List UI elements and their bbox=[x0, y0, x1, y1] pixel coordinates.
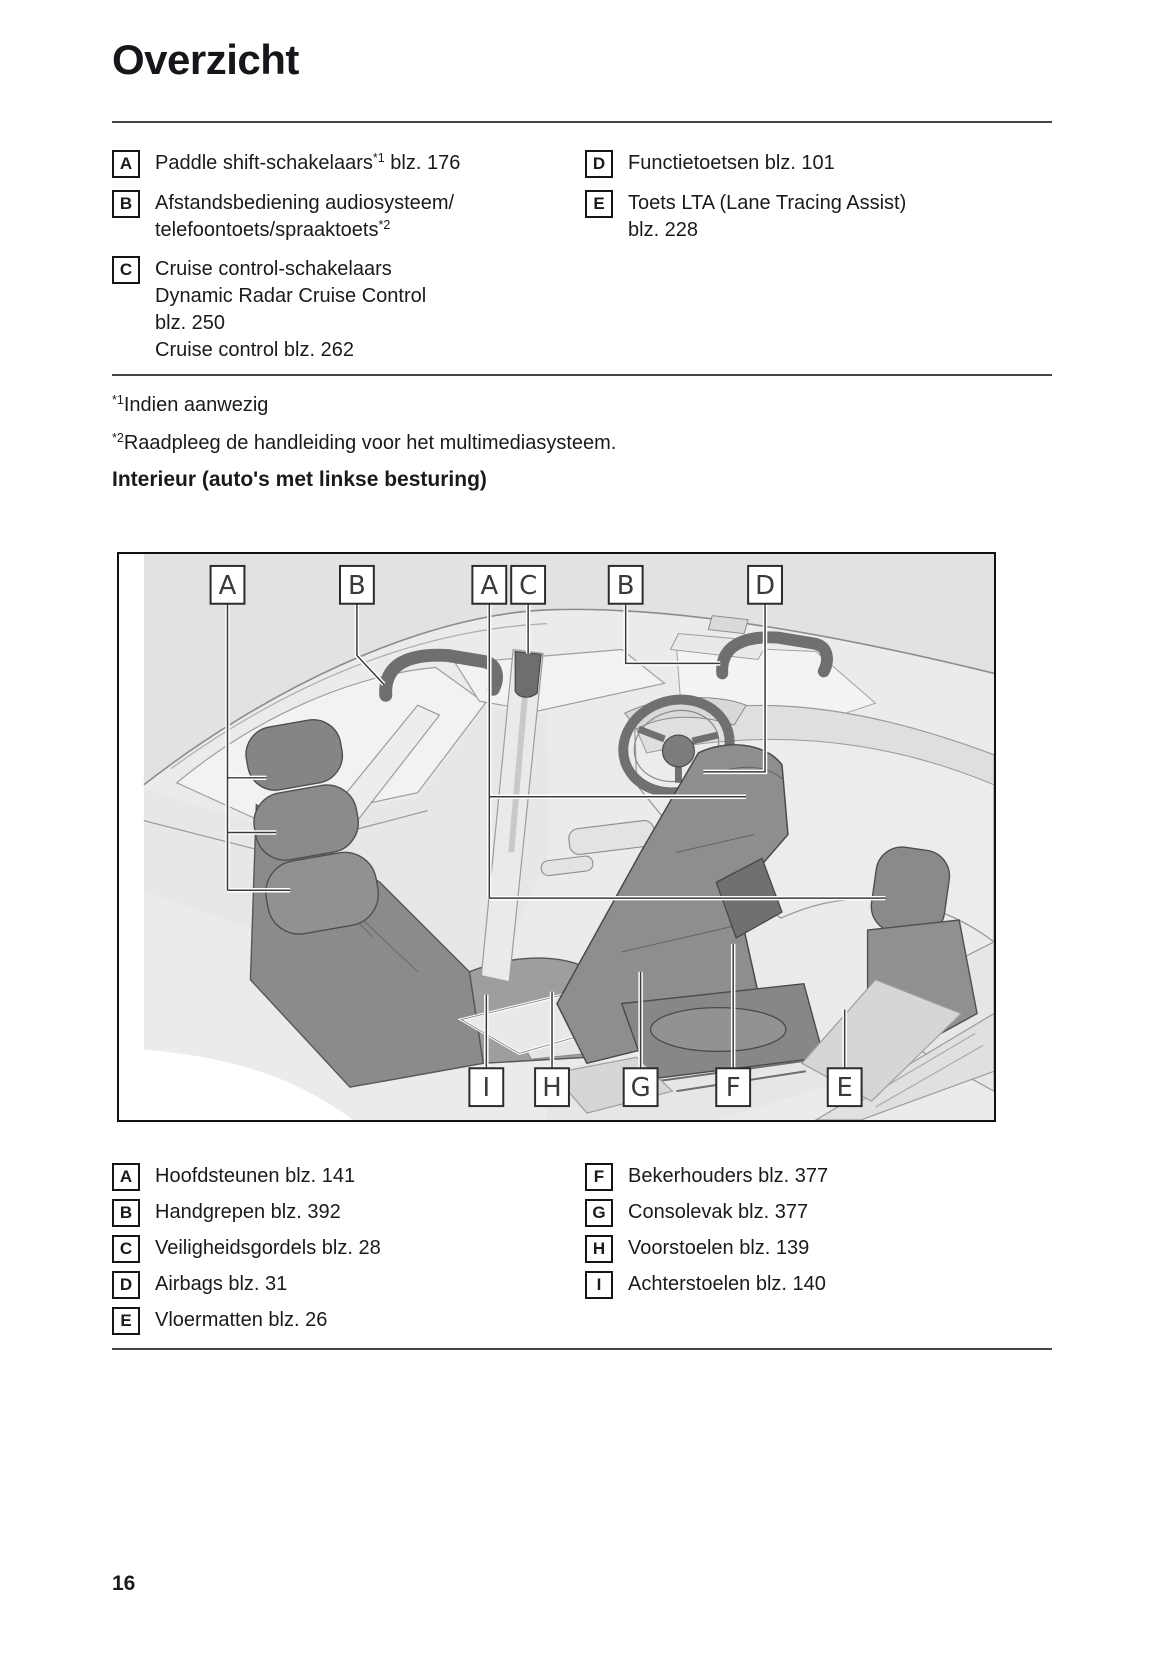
bottom-legend-left-column bbox=[112, 1163, 572, 1343]
legend-row-h bbox=[585, 1235, 1055, 1263]
callout-label: A bbox=[480, 570, 499, 601]
footnote-marker: *1 bbox=[372, 151, 385, 165]
callout-label: E bbox=[836, 1073, 853, 1104]
seatbelt-anchor bbox=[515, 651, 541, 697]
legend-text: Functietoetsen blz. 101 bbox=[628, 152, 835, 174]
callout-label: B bbox=[348, 570, 366, 601]
callout-label: A bbox=[218, 570, 237, 601]
footnote-marker: *2 bbox=[112, 431, 124, 445]
legend-key-box: D bbox=[112, 1271, 140, 1299]
top-legend-right-column bbox=[585, 150, 1055, 256]
separator-rule bbox=[112, 374, 1052, 376]
interior-figure bbox=[117, 552, 996, 1122]
legend-key-box: D bbox=[585, 150, 613, 178]
callout-label: G bbox=[630, 1073, 651, 1104]
legend-row-d bbox=[112, 1271, 572, 1299]
section-heading: Interieur (auto's met linkse besturing) bbox=[112, 468, 487, 491]
legend-row-b bbox=[112, 1199, 572, 1227]
legend-row-g bbox=[585, 1199, 1055, 1227]
legend-row-i bbox=[585, 1271, 1055, 1299]
legend-key-box: C bbox=[112, 1235, 140, 1263]
legend-key-box: E bbox=[585, 190, 613, 218]
footnote: $^{*1}$Indien aanwezig bbox=[112, 393, 269, 416]
legend-text: Handgrepen blz. 392 bbox=[155, 1201, 341, 1223]
page-title: Overzicht bbox=[112, 36, 299, 83]
seat-side-shield bbox=[651, 1008, 786, 1052]
legend-text: Cruise control-schakelaars Dynamic Radar Cruise Control blz. 250 Cruise control blz. 262 bbox=[155, 258, 427, 361]
legend-key-box: G bbox=[585, 1199, 613, 1227]
bottom-legend-right-column bbox=[585, 1163, 1055, 1307]
page-number: 16 bbox=[112, 1572, 136, 1595]
legend-key-box: B bbox=[112, 190, 140, 218]
legend-key-box: C bbox=[112, 256, 140, 284]
footnote-marker: *1 bbox=[112, 393, 124, 407]
callout-label: D bbox=[755, 570, 776, 601]
legend-key-box: H bbox=[585, 1235, 613, 1263]
legend-row-a bbox=[112, 1163, 572, 1191]
legend-text: Toets LTA (Lane Tracing Assist) blz. 228 bbox=[628, 192, 907, 241]
callout-label: C bbox=[519, 570, 538, 601]
legend-row-a bbox=[112, 150, 580, 178]
legend-key-box: A bbox=[112, 150, 140, 178]
legend-text: Achterstoelen blz. 140 bbox=[628, 1273, 826, 1295]
legend-row-f bbox=[585, 1163, 1055, 1191]
callout-label: I bbox=[482, 1073, 491, 1104]
legend-text: Voorstoelen blz. 139 bbox=[628, 1237, 810, 1259]
legend-row-e bbox=[585, 190, 1055, 244]
legend-key-box: B bbox=[112, 1199, 140, 1227]
legend-text: Vloermatten blz. 26 bbox=[155, 1309, 328, 1331]
legend-text: Paddle shift-schakelaars$^{*1}$ blz. 176 bbox=[155, 151, 461, 174]
callout-label: B bbox=[616, 570, 635, 601]
separator-rule bbox=[112, 121, 1052, 123]
footnote-marker: *2 bbox=[378, 218, 391, 232]
legend-text: Bekerhouders blz. 377 bbox=[628, 1165, 829, 1187]
car-interior-illustration bbox=[119, 554, 994, 1120]
legend-row-b bbox=[112, 190, 580, 244]
legend-text: Afstandsbediening audiosysteem/ telefoontoets/spraaktoets$^{*2}$ bbox=[155, 192, 455, 241]
callout-label: H bbox=[542, 1073, 562, 1104]
legend-row-c bbox=[112, 256, 580, 364]
legend-row-d bbox=[585, 150, 1055, 178]
top-legend-left-column bbox=[112, 150, 580, 376]
callout-label: F bbox=[725, 1073, 741, 1104]
legend-text: Airbags blz. 31 bbox=[155, 1273, 288, 1295]
legend-text: Hoofdsteunen blz. 141 bbox=[155, 1165, 356, 1187]
legend-row-e bbox=[112, 1307, 572, 1335]
separator-rule bbox=[112, 1348, 1052, 1350]
legend-key-box: F bbox=[585, 1163, 613, 1191]
legend-row-c bbox=[112, 1235, 572, 1263]
legend-text: Veiligheidsgordels blz. 28 bbox=[155, 1237, 381, 1259]
legend-text: Consolevak blz. 377 bbox=[628, 1201, 809, 1223]
footnote: $^{*2}$Raadpleeg de handleiding voor het multimediasysteem. bbox=[112, 431, 617, 454]
legend-key-box: A bbox=[112, 1163, 140, 1191]
legend-key-box: I bbox=[585, 1271, 613, 1299]
legend-key-box: E bbox=[112, 1307, 140, 1335]
